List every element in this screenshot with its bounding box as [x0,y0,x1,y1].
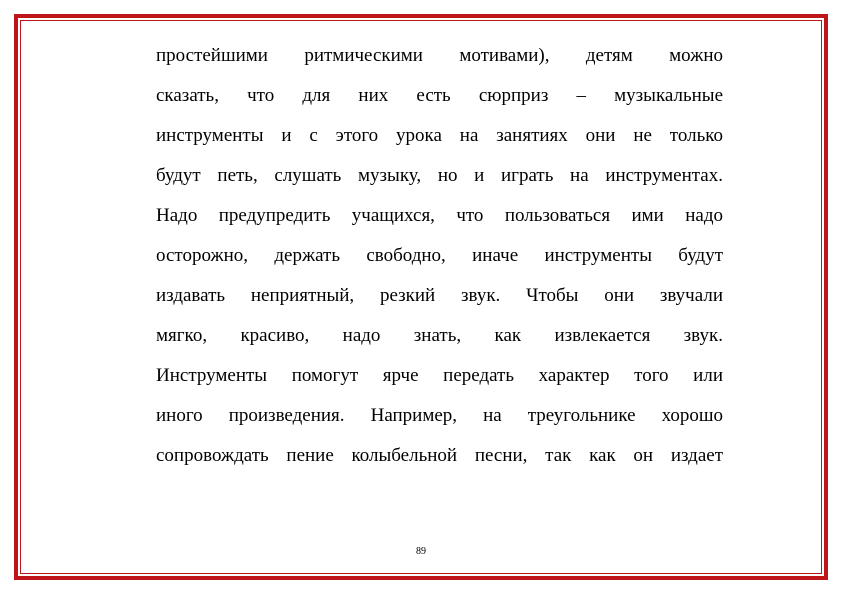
text-line-8: мягко, красиво, надо знать, как извлекается звук. [156,325,723,346]
text-line-7: издавать неприятный, резкий звук. Чтобы они звучали [156,285,723,306]
body-text [156,36,723,476]
text-line-2: сказать, что для них есть сюрприз – музыкальные [156,85,723,106]
text-line-10: иного произведения. Например, на треугольнике хорошо [156,405,723,426]
text-line-9: Инструменты помогут ярче передать характер того или [156,365,723,386]
text-line-1: простейшими ритмическими мотивами), детям можно [156,45,723,66]
text-line-5: Надо предупредить учащихся, что пользоваться ими надо [156,205,723,226]
text-line-6: осторожно, держать свободно, иначе инструменты будут [156,245,723,266]
text-line-3: инструменты и с этого урока на занятиях они не только [156,125,723,146]
text-line-4: будут петь, слушать музыку, но и играть на инструментах. [156,165,723,186]
text-line-11: сопровождать пение колыбельной песни, так как он издает [156,445,723,466]
page-number: 89 [416,546,426,557]
